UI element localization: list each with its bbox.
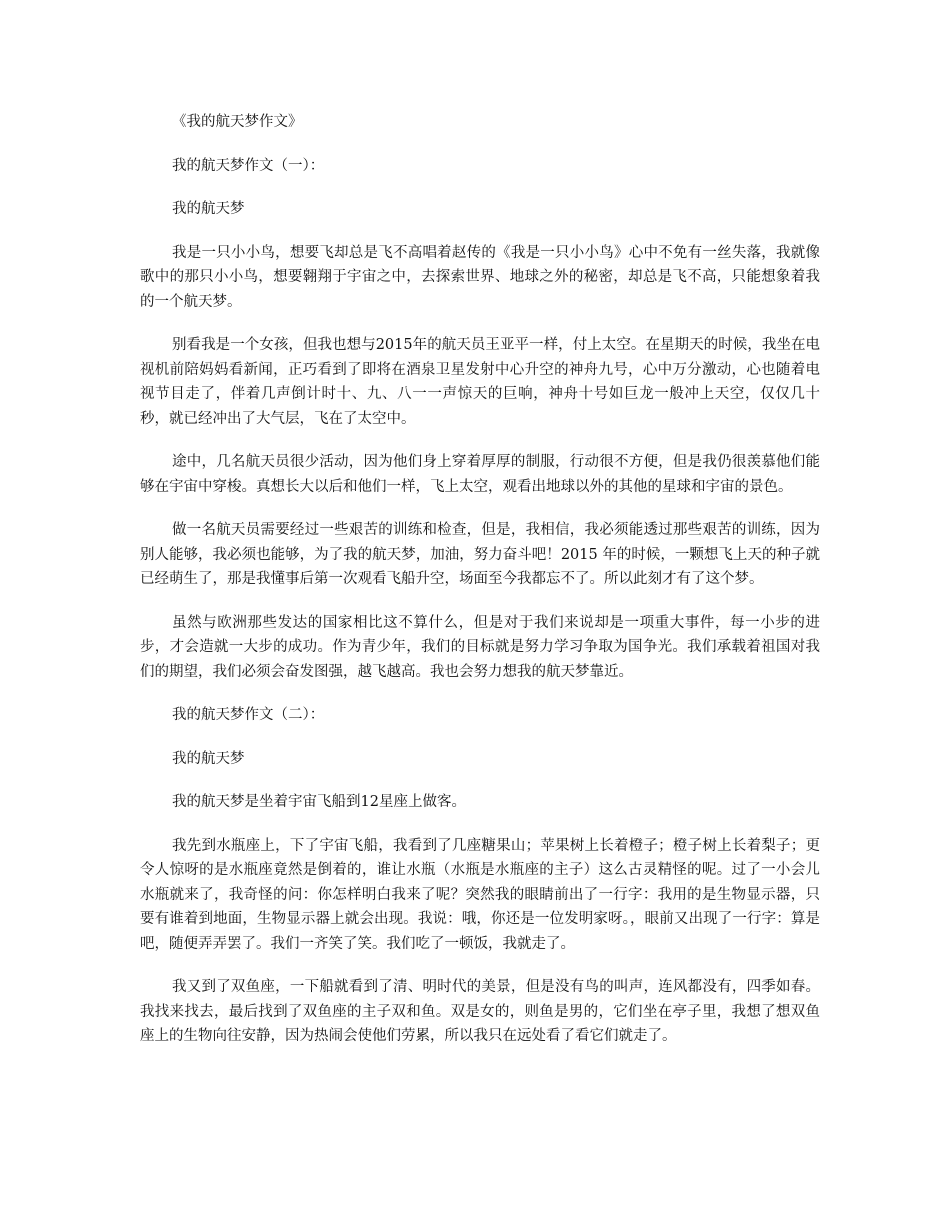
document-title: 《我的航天梦作文》 (172, 114, 303, 130)
essay-1-paragraph: 途中，几名航天员很少活动，因为他们身上穿着厚厚的制服，行动很不方便，但是我仍很羡慕他们能够在宇宙中穿梭。真想长大以后和他们一样，飞上太空，观看出地球以外的其他的星球和宇宙的景色。 (140, 454, 820, 495)
essay-2-title: 我的航天梦作文（二）： (172, 707, 325, 723)
essay-2-subtitle: 我的航天梦 (172, 750, 245, 767)
essay-2-paragraph: 我的航天梦是坐着宇宙飞船到12星座上做客。 (172, 794, 466, 810)
essay-1-title: 我的航天梦作文（一）： (172, 157, 325, 174)
essay-1-paragraph: 虽然与欧洲那些发达的国家相比这不算什么，但是对于我们来说却是一项重大事件，每一小步的进步，才会造就一大步的成功。作为青少年，我们的目标就是努力学习争取为国争光。我们承载着祖国对我们的期望，我们必须会奋发图强，越飞越高。我也会努力想我的航天梦靠近。 (140, 614, 820, 680)
essay-2-paragraph: 我又到了双鱼座，一下船就看到了清、明时代的美景，但是没有鸟的叫声，连风都没有，四季如春。我找来找去，最后找到了双鱼座的主子双和鱼。双是女的，则鱼是男的，它们坐在亭子里，我想了想双鱼座上的生物向往安静，因为热闹会使他们劳累，所以我只在远处看了看它们就走了。 (140, 979, 820, 1044)
essay-1-paragraph: 别看我是一个女孩，但我也想与2015年的航天员王亚平一样，付上太空。在星期天的时候，我坐在电视机前陪妈妈看新闻，正巧看到了即将在酒泉卫星发射中心升空的神舟九号，心中万分激动，心也随着电视节目走了，伴着几声倒计时十、九、八一一声惊天的巨响，神舟十号如巨龙一般冲上天空，仅仅几十秒，就已经冲出了大气层，飞在了太空中。 (140, 337, 820, 427)
essay-1-subtitle: 我的航天梦 (172, 201, 245, 217)
essay-2-paragraph: 我先到水瓶座上，下了宇宙飞船，我看到了几座糖果山；苹果树上长着橙子；橙子树上长着梨子；更令人惊呀的是水瓶座竟然是倒着的，谁让水瓶（水瓶是水瓶座的主子）这么古灵精怪的呢。过了一小会儿水瓶就来了，我奇怪的问：你怎样明白我来了呢？突然我的眼睛前出了一行字：我用的是生物显示器，只要有谁着到地面，生物显示器上就会出现。我说：哦，你还是一位发明家呀。，眼前又出现了一行字：算是吧，随便弄弄罢了。我们一齐笑了笑。我们吃了一顿饭，我就走了。 (140, 837, 820, 952)
essay-1-paragraph: 我是一只小小鸟，想要飞却总是飞不高唱着赵传的《我是一只小小鸟》心中不免有一丝失落，我就像歌中的那只小小鸟，想要翱翔于宇宙之中，去探索世界、地球之外的秘密，却总是飞不高，只能想象着我的一个航天梦。 (140, 244, 820, 310)
essay-1-paragraph: 做一名航天员需要经过一些艰苦的训练和检查，但是，我相信，我必须能透过那些艰苦的训练，因为别人能够，我必须也能够，为了我的航天梦，加油，努力奋斗吧！2015 年的时候，一颗想飞上天的种子就已经萌生了，那是我懂事后第一次观看飞船升空，场面至今我都忘不了。所以此刻才有了这个梦。 (140, 522, 820, 587)
document-body (140, 110, 820, 1068)
